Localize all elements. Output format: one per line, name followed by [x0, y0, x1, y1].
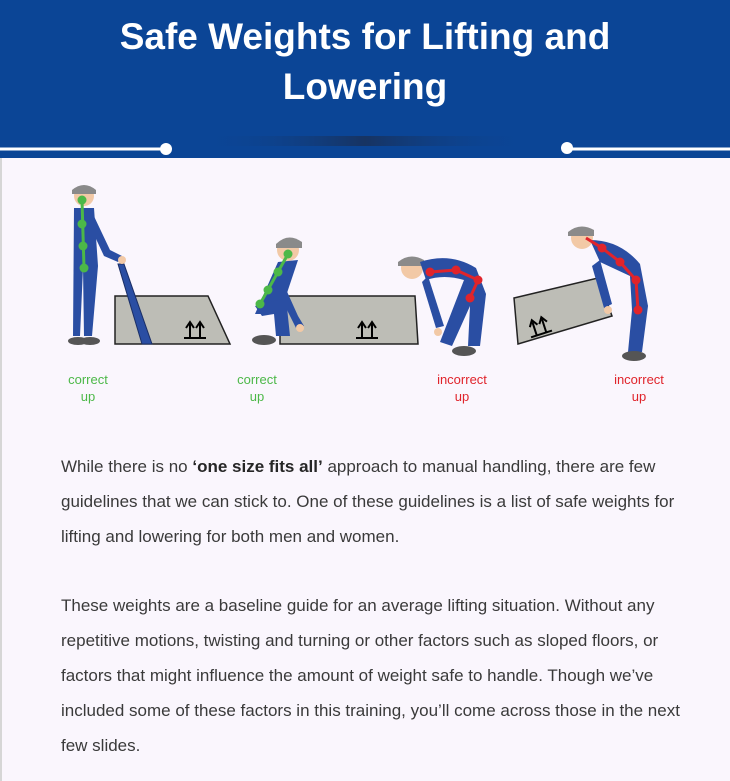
intro-emphasis: ‘one size fits all’	[192, 457, 323, 476]
baseline-paragraph: These weights are a baseline guide for an average lifting situation. Without any repetitive motions, twisting and turning or other factors such as sloped floors, or factors that might influence the amount of weight safe to handle. Though we’ve included some of these factors in this training, you’ll come across those in the next few slides.	[61, 596, 680, 755]
title-line-1: Safe Weights for Lifting and	[119, 16, 611, 57]
posture-label-4-action: up	[631, 389, 647, 404]
posture-label-2-status: correct	[237, 372, 277, 387]
intro-text-start: While there is no	[61, 457, 193, 476]
intro-paragraph	[61, 449, 681, 554]
posture-label-4	[584, 371, 694, 405]
posture-label-4-status: incorrect	[614, 372, 664, 387]
posture-label-1-status: correct	[68, 372, 108, 387]
figure-standing-correct	[68, 185, 230, 345]
posture-label-2-action: up	[249, 389, 265, 404]
box-2	[280, 296, 418, 344]
posture-label-1-action: up	[80, 389, 96, 404]
posture-label-3	[407, 371, 517, 405]
page-title	[0, 12, 730, 112]
posture-label-3-action: up	[454, 389, 470, 404]
intro-text-end: approach to manual handling, there are few guidelines that we can stick to. One of these guidelines is a list of safe weights for lifting and lowering for both men and women.	[61, 457, 675, 546]
posture-label-2	[202, 371, 312, 405]
title-line-2: Lowering	[282, 66, 448, 107]
page-left-border	[0, 158, 2, 781]
posture-label-3-status: incorrect	[437, 372, 487, 387]
box-4	[514, 278, 612, 344]
figure-squat-correct	[252, 237, 418, 345]
header-divider	[0, 128, 730, 168]
figure-tilted-box-incorrect	[514, 226, 648, 361]
posture-label-1	[33, 371, 143, 405]
